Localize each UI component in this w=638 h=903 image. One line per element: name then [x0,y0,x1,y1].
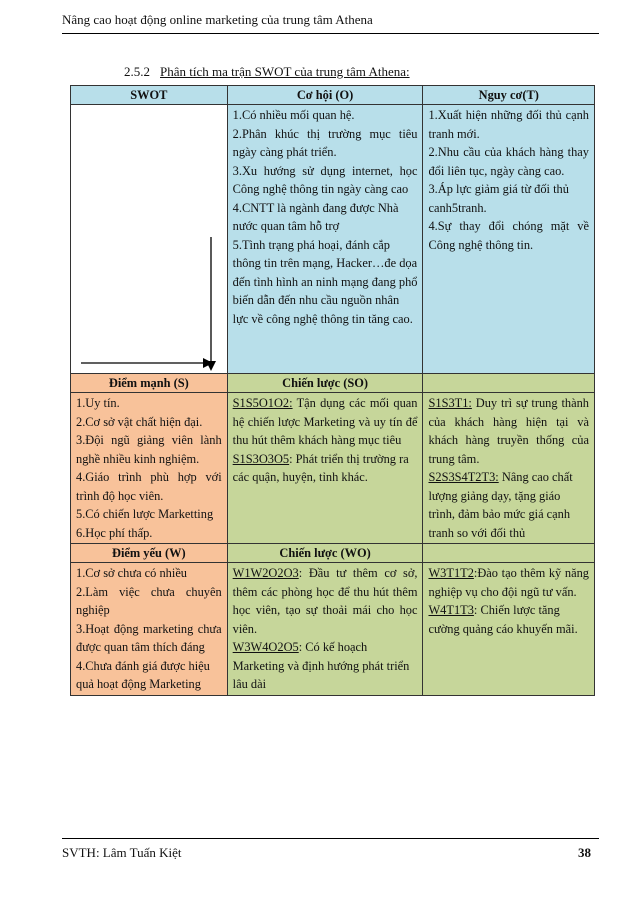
opportunity-item: 4.CNTT là ngành đang được Nhà nước quan tâm hỗ trợ [232,200,399,233]
strategy-code: W3T1T2 [428,566,474,580]
threat-item: 4.Sự thay đổi chóng mặt về Công nghệ thông tin. [428,219,589,252]
strategy-text: : Có kế hoạch Marketing và định hướng phát triển lâu dài [232,640,410,691]
wo-header: Chiến lược (WO) [279,546,371,560]
opportunity-item: 1.Có nhiều mối quan hệ. [232,108,355,122]
so-header: Chiến lược (SO) [282,376,369,390]
strategy-code: W4T1T3 [428,603,474,617]
weaknesses-header-cell [71,544,228,563]
footer-author: SVTH: Lâm Tuấn Kiệt [62,845,182,860]
strengths-cell [71,393,228,544]
opportunities-header-cell [227,86,423,105]
opportunity-item: 3.Xu hướng sử dụng internet, học Công nghệ thông tin ngày càng cao [232,163,418,196]
strategy-text: Tận dụng các mối quan hệ chiến lược Marketing và uy tín để thu hút thêm khách hàng mục tiêu [232,396,418,447]
strategy-code: W1W2O2O3 [232,566,299,580]
so-strategies-cell [227,393,423,544]
threat-item: 2.Nhu cầu của khách hàng thay đổi liên tục, ngày càng cao. [428,145,589,178]
strategy-code: W3W4O2O5 [232,640,299,654]
strength-item: 4.Giáo trình phù hợp với trình độ học viên. [76,470,222,503]
weaknesses-cell [71,563,228,696]
weakness-item: 4.Chưa đánh giá được hiệu quả hoạt động Marketing [76,658,210,691]
strategy-code: S1S3T1: [428,396,472,410]
wo-strategies-cell [227,563,423,696]
threat-item: 3.Áp lực giảm giá từ đối thủ canh5tranh. [428,182,569,215]
strategy-code: S2S3S4T2T3: [428,470,499,484]
strategy-code: S1S3O3O5 [232,451,290,466]
strength-item: 1.Uy tín. [76,396,120,410]
strengths-header-cell [71,374,228,393]
threat-item: 1.Xuất hiện những đối thủ cạnh tranh mới. [428,108,589,141]
wo-strategy [233,638,418,694]
so-header-cell [227,374,423,393]
threats-cell [423,105,595,374]
opportunity-item: 2.Phân khúc thị trường mục tiêu ngày càng phát triển. [232,126,418,159]
weakness-item: 3.Hoạt động marketing chưa được quan tâm thích đáng [76,621,222,654]
strength-item: 3.Đội ngũ giảng viên lành nghề nhiều kinh nghiệm. [76,433,222,466]
threats-header: Nguy cơ(T) [478,88,539,102]
wo-header-cell [227,544,423,563]
st-strategy [428,468,589,542]
wt-strategy [428,564,589,601]
strength-item: 5.Có chiến lược Marketting [76,507,214,521]
strategy-text: :Đào tạo thêm kỹ năng nghiệp vụ cho đội ngũ tư vấn. [428,566,589,599]
section-number: 2.5.2 [124,64,150,79]
swot-header: SWOT [130,88,168,102]
strategy-text: : Phát triển thị trường ra các quận, huyện, tỉnh khác. [232,451,409,484]
weaknesses-header: Điểm yếu (W) [112,546,186,560]
wt-strategies-cell [423,563,595,696]
strategy-text: Duy trì sự trung thành của khách hàng hiện tại và khách hàng truyền thống của trung tâm. [428,396,589,466]
page-number: 38 [578,845,591,860]
weakness-item: 1.Cơ sở chưa có nhiều [76,566,188,580]
strength-item: 6.Học phí thấp. [76,525,153,540]
threats-header-cell [423,86,595,105]
so-strategy [233,450,418,487]
section-title [124,64,410,80]
st-strategy [428,394,589,468]
section-heading: Phân tích ma trận SWOT của trung tâm Athena: [160,64,410,79]
swot-arrow-cell [71,105,228,374]
strategy-code: S1S5O1O2: [232,396,293,410]
header-rule [62,33,599,34]
running-header: Nâng cao hoạt động online marketing của trung tâm Athena [62,12,373,27]
wo-strategy [233,564,418,638]
swot-arrows-diagram [71,105,219,373]
strengths-header: Điểm mạnh (S) [108,376,189,390]
wt-strategy [428,601,589,638]
opportunities-cell [227,105,423,374]
opportunity-item: 5.Tình trạng phá hoại, đánh cắp thông tin trên mạng, Hacker…đe dọa đến tình hình an ninh mạng đang phổ biến dẫn đến nhu cầu nguồn nhân lực về công nghệ thông tin tăng cao. [232,237,418,326]
footer-rule [62,838,599,839]
swot-header-cell [71,86,228,105]
st-header-cell [423,374,595,393]
strategy-text: Nâng cao chất lượng giảng dạy, tặng giáo trình, đảm bảo mức giá cạnh tranh so với đối thủ [428,470,573,540]
weakness-item: 2.Làm việc chưa chuyên nghiệp [76,584,222,617]
strategy-text: : Chiến lược tăng cường quảng cáo khuyến mãi. [428,603,578,636]
wt-header-cell [423,544,595,563]
strength-item: 2.Cơ sở vật chất hiện đại. [76,414,203,429]
swot-table [70,85,595,696]
so-strategy [233,394,418,450]
opportunities-header: Cơ hội (O) [296,88,354,102]
strategy-text: : Đầu tư thêm cơ sở, thêm các phòng học để thu hút thêm học viên, tạo sự thoải mái cho học viên. [232,566,418,636]
st-strategies-cell [423,393,595,544]
